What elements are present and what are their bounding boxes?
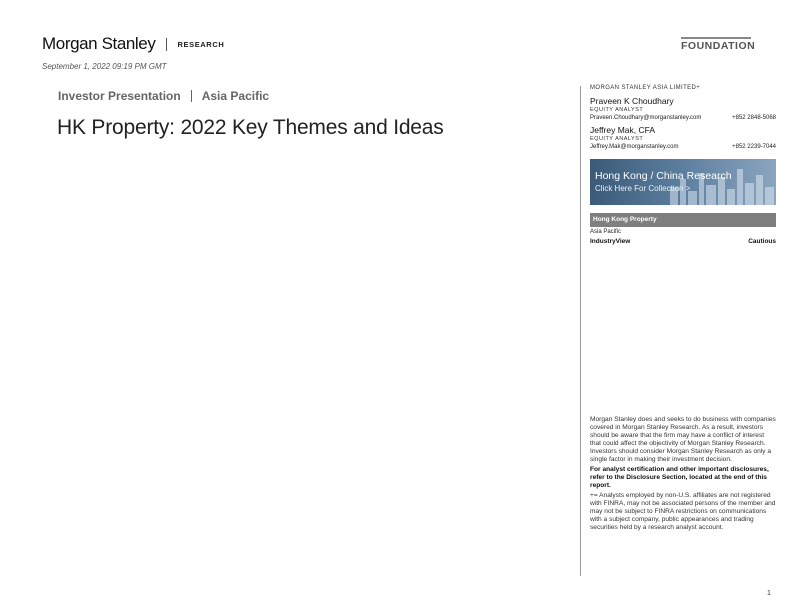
analyst-email[interactable]: Jeffrey.Mak@morganstanley.com	[590, 144, 679, 150]
research-collection-banner[interactable]	[590, 159, 776, 205]
industry-bar: Hong Kong Property	[590, 213, 776, 227]
report-kicker	[58, 89, 269, 103]
logo-divider	[166, 38, 167, 51]
industry-view-row	[590, 238, 776, 245]
industry-view-label: IndustryView	[590, 238, 631, 245]
brand-name: Morgan Stanley	[42, 34, 156, 53]
analyst-panel	[590, 85, 776, 150]
industry-region: Asia Pacific	[590, 229, 622, 235]
analyst-contact	[590, 144, 776, 150]
disclaimer	[590, 416, 776, 532]
analyst-role: EQUITY ANALYST	[590, 107, 644, 113]
report-title: HK Property: 2022 Key Themes and Ideas	[57, 116, 444, 139]
banner-link[interactable]: Click Here For Collection >	[595, 184, 691, 193]
banner-title: Hong Kong / China Research	[595, 170, 732, 182]
analyst-email[interactable]: Praveen.Choudhary@morganstanley.com	[590, 115, 702, 121]
analyst-name: Jeffrey Mak, CFA	[590, 125, 656, 135]
analyst-phone: +852 2239-7044	[732, 144, 776, 150]
page-number: 1	[767, 590, 771, 597]
analyst-role: EQUITY ANALYST	[590, 136, 644, 142]
morgan-stanley-logo	[42, 34, 224, 54]
disclaimer-certification: For analyst certification and other important disclosures, refer to the Disclosure Section, located at the end of this report.	[590, 466, 769, 489]
disclaimer-finra: += Analysts employed by non-U.S. affiliates are not registered with FINRA, may not be associated persons of the member and may not be subject to FINRA restrictions on communications with a subject company, public appearances and trading securities held by a research analyst account.	[590, 492, 776, 531]
analyst-contact	[590, 115, 776, 121]
research-label: RESEARCH	[177, 39, 225, 49]
industry-view-value: Cautious	[748, 238, 776, 245]
sidebar-divider	[580, 86, 581, 576]
report-type: Investor Presentation	[58, 89, 181, 103]
foundation-label: FOUNDATION	[681, 37, 751, 52]
analyst-phone: +852 2848-5068	[732, 115, 776, 121]
kicker-divider	[191, 90, 192, 102]
entity-name: MORGAN STANLEY ASIA LIMITED+	[590, 85, 701, 91]
report-region: Asia Pacific	[201, 89, 270, 103]
analyst-name: Praveen K Choudhary	[590, 96, 674, 106]
disclaimer-conflict: Morgan Stanley does and seeks to do business with companies covered in Morgan Stanley Research. As a result, investors should be aware that the firm may have a conflict of interest that could affect the objectivity of Morgan Stanley Research. Investors should consider Morgan Stanley Research as only a single factor in making their investment decision.	[590, 416, 776, 463]
publish-date: September 1, 2022 09:19 PM GMT	[42, 62, 167, 71]
